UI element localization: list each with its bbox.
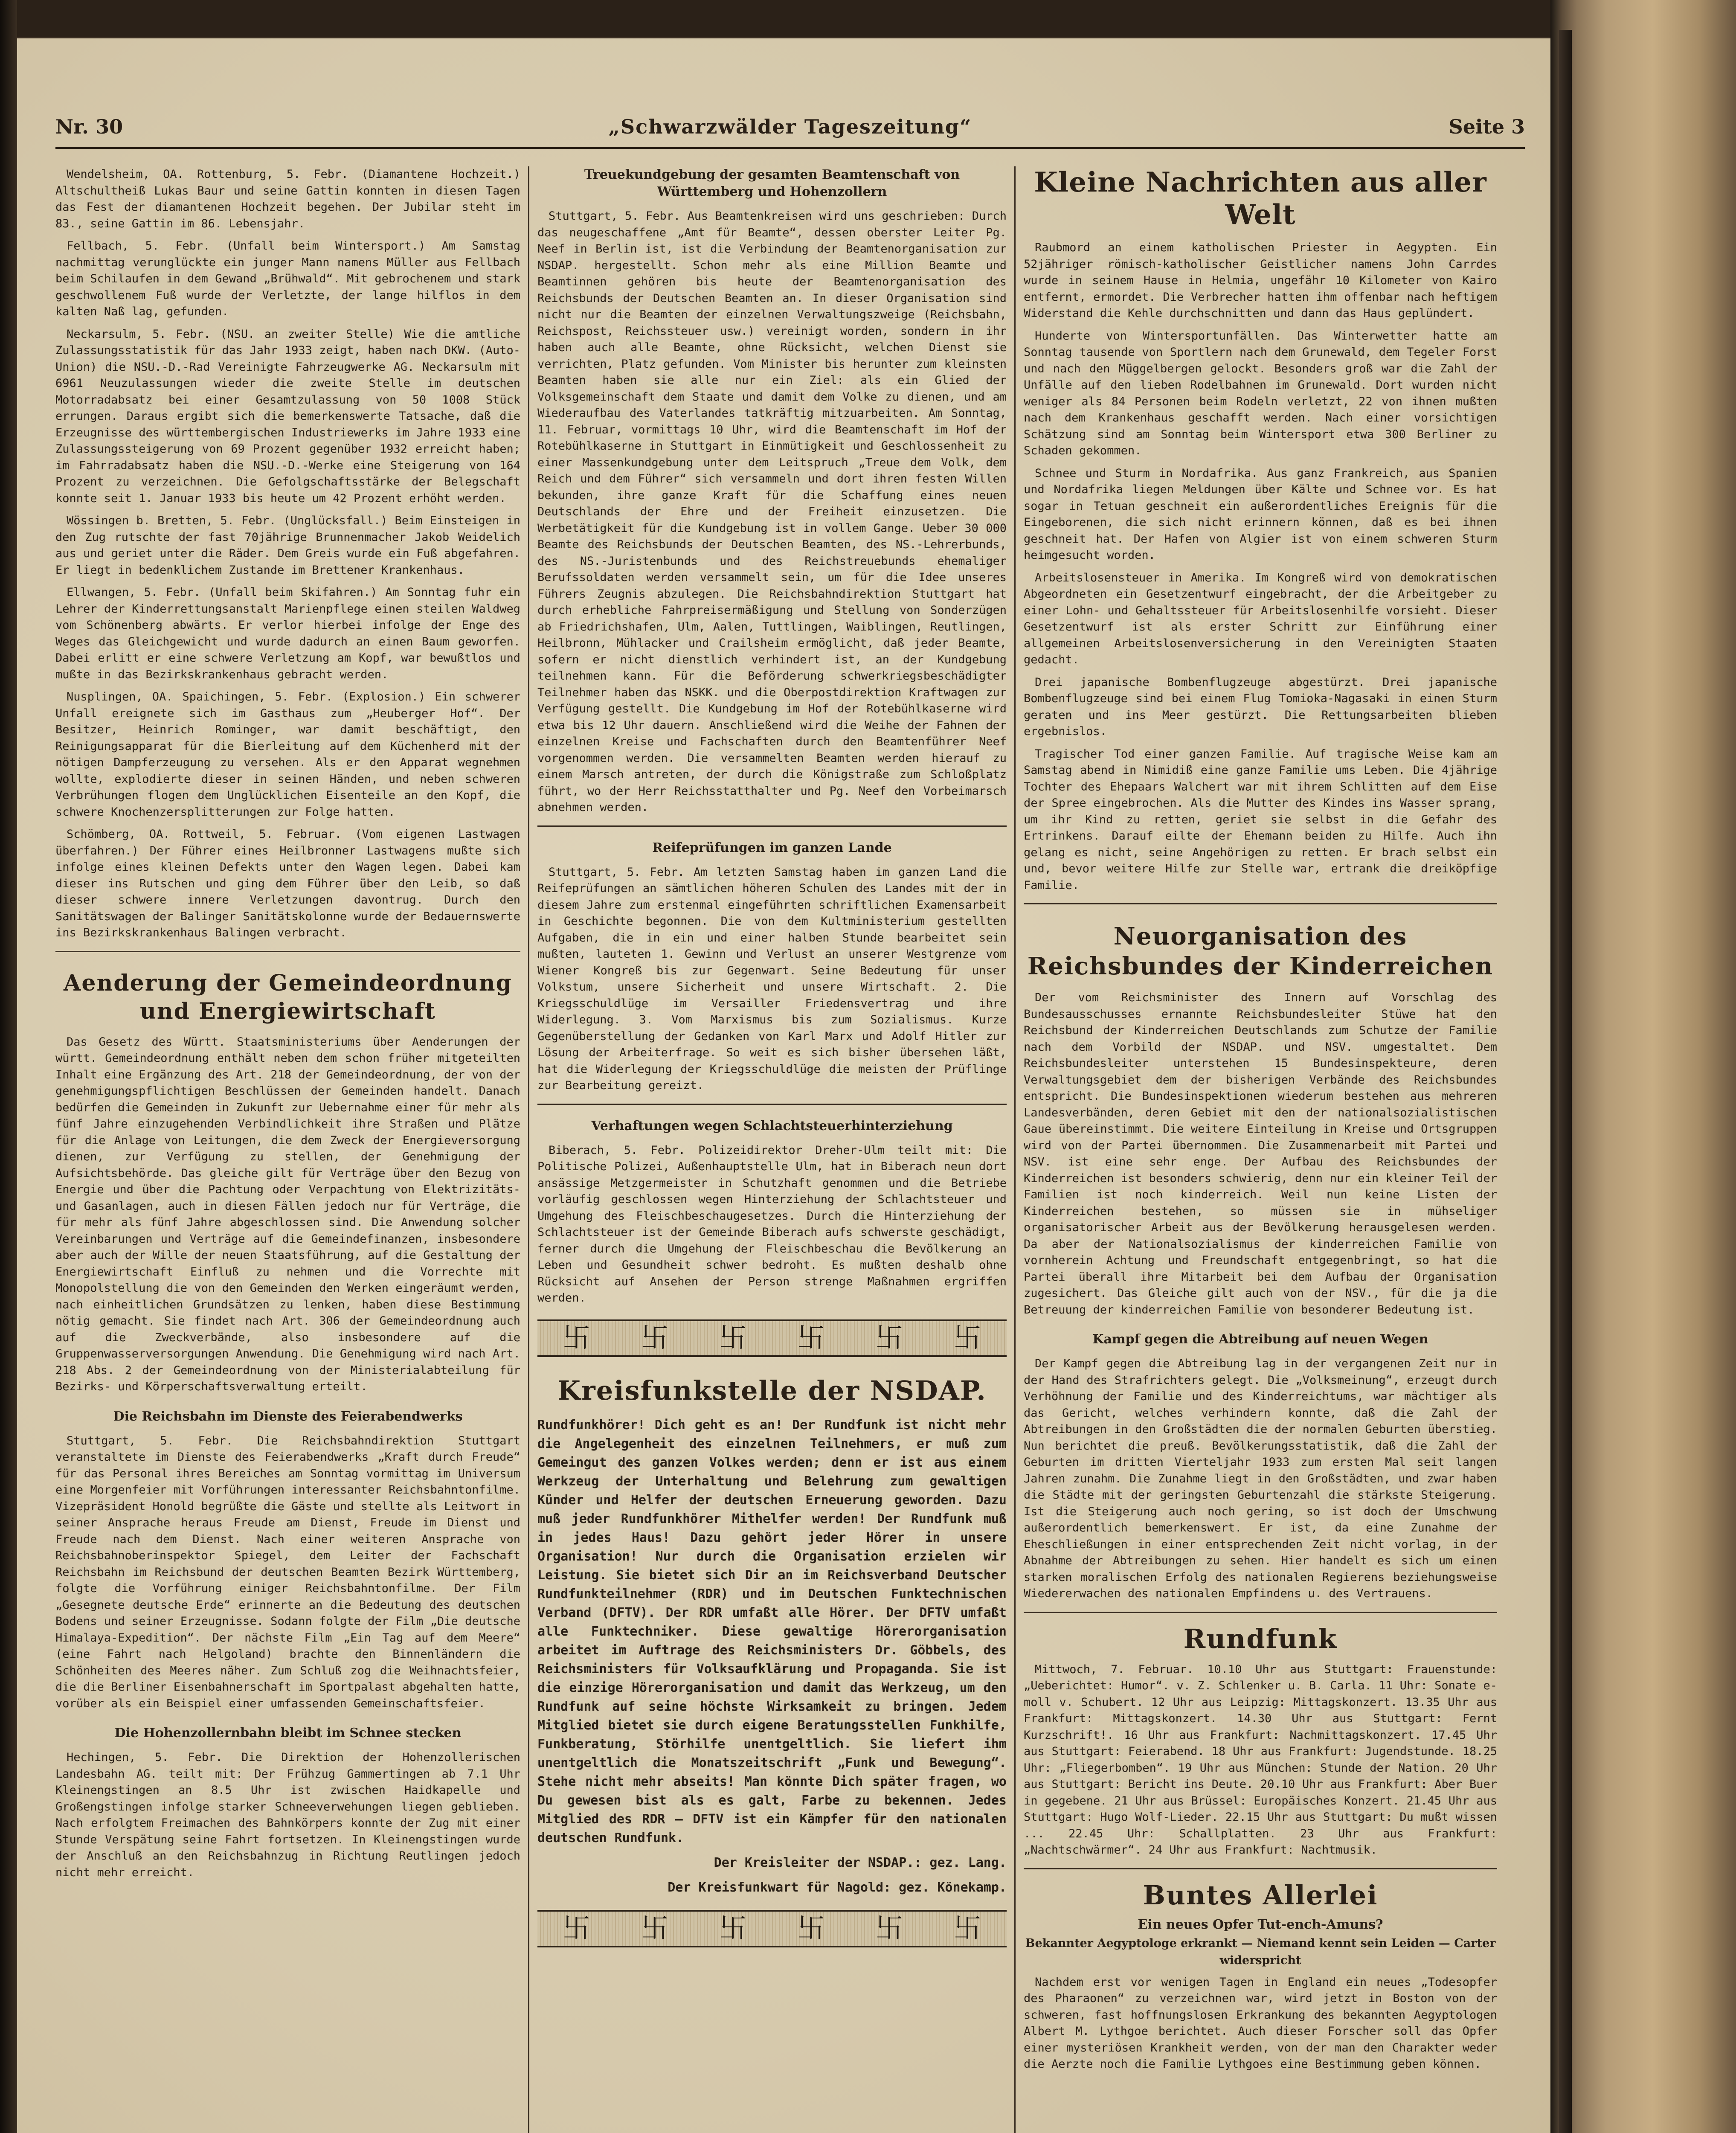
signature-kreisfunkwart: Der Kreisfunkwart für Nagold: gez. Könekamp. (668, 1880, 1007, 1895)
newspaper-page (17, 38, 1550, 2133)
article-rundfunk: Mittwoch, 7. Februar. 10.10 Uhr aus Stuttgart: Frauenstunde: „Ueberichtet: Humor“. v. Z. Schlenker u. B. Carla. 11 Uhr: Sonate e-moll v. Schubert. 12 Uhr aus Leipzig: Mittagskonzert. 13.35 Uhr aus Frankfurt: Mittagskonzert. 14.30 Uhr aus Stuttgart: Fernt Kurzschrift!. 16 Uhr aus Frankfurt: Nachmittagskonzert. 17.45 Uhr aus Stuttgart: Feierabend. 18 Uhr aus Frankfurt: Jugendstunde. 18.25 Uhr: „Fliegerbomben“. 19 Uhr aus München: Stunde der Nation. 20 Uhr aus Stuttgart: Bericht ins Deute. 20.10 Uhr aus Frankfurt: Aber Buer in gegebene. 21 Uhr aus Brüssel: Europäisches Konzert. 21.45 Uhr aus Stuttgart: Hugo Wolf-Lieder. 22.15 Uhr aus Stuttgart: Du mußt wissen ... 22.45 Uhr: Schallplatten. 23 Uhr aus Frankfurt: „Nachtschwärmer“. 24 Uhr aus Frankfurt: Nachtmusik. (1024, 1662, 1497, 1857)
ornament-band-bottom (537, 1910, 1007, 1947)
masthead (55, 98, 1525, 149)
column-divider (1014, 166, 1016, 2133)
page-number: Seite 3 (1449, 115, 1525, 138)
kreisfunkstelle-notice (537, 1416, 1007, 1897)
symbol-ornament: 卐 (719, 1912, 747, 1944)
article-hohenzollernbahn: Hechingen, 5. Febr. Die Direktion der Hohenzollerischen Landesbahn AG. teilt mit: Der Frühzug Gammertingen ab 7.1 Uhr Kleinengstingen an 8.5 Uhr ist zwischen Haidkapelle und Großengstingen infolge starker Schneeverwehungen liegen geblieben. Nach erfolgtem Freimachen des Bahnkörpers konnte der Zug mit einer Stunde Verspätung seine Fahrt fortsetzen. In Kleinengstingen wurde der Anschluß an den Reichsbahnzug in Richtung Reutlingen jedoch nicht mehr erreicht. (55, 1751, 520, 1879)
section-rule (55, 951, 520, 952)
article-fellbach: Fellbach, 5. Febr. (Unfall beim Wintersport.) Am Samstag nachmittag verunglückte ein junger Mann namens Müller aus Fellbach beim Schilaufen in dem Gewand „Brühwald“. Mit gebrochenem und stark geschwollenem Fuß wurde der Verletzte, der lange hilflos in dem kalten Naß lag, gefunden. (55, 239, 520, 318)
symbol-ornament: 卐 (641, 1322, 668, 1354)
symbol-ornament: 卐 (641, 1912, 668, 1944)
issue-number: Nr. 30 (55, 115, 123, 138)
subheading-tut-ench-amun: Ein neues Opfer Tut-ench-Amuns? (1138, 1917, 1383, 1932)
heading-buntes-allerlei: Buntes Allerlei (1143, 1879, 1378, 1911)
symbol-ornament: 卐 (954, 1322, 981, 1354)
heading-kleine-nachrichten: Kleine Nachrichten aus aller Welt (1034, 166, 1487, 231)
heading-kreisfunkstelle: Kreisfunkstelle der NSDAP. (557, 1375, 987, 1406)
article-abtreibung: Der Kampf gegen die Abtreibung lag in der vergangenen Zeit nur in der Hand des Strafrichters gelegt. Die „Volksmeinung“, erzeugt durch Verhöhnung der Familie und des Kinderreichtums, war mächtiger als das Gericht, welches verhindern konnte, daß die Zahl der Abtreibungen in den Großstädten die der normalen Geburten überstieg. Nun berichtet die preuß. Bevölkerungsstatistik, daß die Zahl der Geburten im dritten Vierteljahr 1933 zum ersten Mal seit langen Jahren zunahm. Die Zunahme liegt in den Großstädten, und zwar haben die Städte mit der geringsten Geburtenzahl die stärkste Steigerung. Ist die Steigerung auch noch gering, so ist doch der Umschwung außerordentlich bemerkenswert. Er ist, da eine Zunahme der Eheschließungen in einer entsprechenden Zeit nicht vorlag, in der Abnahme der Abtreibungen zu sehen. Hier handelt es sich um einen starken moralischen Erfolg des nationalen Regierens beziehungsweise Wiedererwachen des nationalen Empfindens u. des Vertrauens. (1024, 1357, 1497, 1600)
column-3 (1024, 166, 1497, 2133)
article-wendelsheim: Wendelsheim, OA. Rottenburg, 5. Febr. (Diamantene Hochzeit.) Altschultheiß Lukas Baur und seine Gattin konnten in diesen Tagen das Fest der diamantenen Hochzeit begehen. Der Jubilar steht im 83., seine Gattin im 86. Lebensjahr. (55, 168, 520, 230)
article-reichsbahn: Stuttgart, 5. Febr. Die Reichsbahndirektion Stuttgart veranstaltete im Dienste des Feierabendwerks „Kraft durch Freude“ für das Personal ihres Bereiches am Sonntag vormittag im Universum eine Morgenfeier mit Vorführungen interessanter Reichsbahntonfilme. Vizepräsident Honold begrüßte die Gäste und stellte als Leitwort in seiner Ansprache heraus Freude am Dienst, Freude im Dienst und Freude nach dem Dienst. Nach einer weiteren Ansprache von Reichsbahnoberinspektor Spiegel, dem Leiter der Fachschaft Reichsbahn im Reichsbund der deutschen Beamten Bezirk Württemberg, folgte die Vorführung einiger Reichsbahntonfilme. Der Film „Gesegnete deutsche Erde“ erinnerte an die Bedeutung des deutschen Bodens und seiner Erzeugnisse. Sodann folgte der Film „Die deutsche Himalaya-Expedition“. Der nächste Film „Ein Tag auf dem Meere“ (eine Fahrt nach Helgoland) brachte den Binnenländern die Schönheiten des Meeres näher. Zum Schluß zog die Weihnachtsfeier, die die Berliner Eisenbahnerschaft im Sportpalast abgehalten hatte, vorüber als ein Beispiel einer umfassenden Gemeinschaftsfeier. (55, 1434, 520, 1710)
binding-edge (1559, 30, 1572, 2133)
section-rule (1024, 1612, 1497, 1613)
symbol-ornament: 卐 (954, 1912, 981, 1944)
heading-treuekundgebung: Treuekundgebung der gesamten Beamtenschaft von Württemberg und Hohenzollern (584, 167, 960, 199)
article-arbeitslosensteuer: Arbeitslosensteuer in Amerika. Im Kongreß wird von demokratischen Abgeordneten ein Gesetzentwurf eingebracht, der die Arbeitgeber zu einer Lohn- und Gehaltssteuer für Arbeitslosenhilfe vorsieht. Dieser Gesetzentwurf ist als erster Schritt zur Einführung einer allgemeinen Arbeitslosenversicherung in den Vereinigten Staaten gedacht. (1024, 571, 1497, 666)
column-2 (537, 166, 1007, 2133)
symbol-ornament: 卐 (875, 1912, 903, 1944)
symbol-ornament: 卐 (563, 1912, 590, 1944)
heading-neuorganisation: Neuorganisation des Reichsbundes der Kinderreichen (1027, 922, 1494, 980)
section-rule (537, 825, 1007, 827)
article-neckarsulm: Neckarsulm, 5. Febr. (NSU. an zweiter Stelle) Wie die amtliche Zulassungsstatistik für das Jahr 1933 zeigt, haben nach DKW. (Auto-Union) die NSU.-D.-Rad Vereinigte Fahrzeugwerke AG. Neckarsulm mit 6961 Neuzulassungen wieder die zweite Stelle im deutschen Motorradabsatz bei einer Gesamtzulassung von 50 1008 Stück errungen. Daraus ergibt sich die bemerkenswerte Tatsache, daß die Erzeugnisse des württembergischen Industriewerks im Jahre 1933 eine Zulassungssteigerung von 69 Prozent gegenüber 1932 erreicht haben; im Fahrradabsatz haben die NSU.-D.-Werke eine Steigerung von 164 Prozent zu verzeichnen. Die Gefolgschaftsstärke der Belegschaft konnte seit 1. Januar 1933 bis heute um 42 Prozent erhöht werden. (55, 327, 520, 505)
symbol-ornament: 卐 (563, 1322, 590, 1354)
heading-reichsbahn: Die Reichsbahn im Dienste des Feierabendwerks (113, 1409, 463, 1424)
subheading-aegyptologe: Bekannter Aegyptologe erkrankt — Niemand kennt sein Leiden — Carter widerspricht (1025, 1936, 1496, 1967)
symbol-ornament: 卐 (797, 1912, 825, 1944)
page-gutter-shadow (0, 0, 17, 2133)
heading-gemeindeordnung: Aenderung der Gemeindeordnung und Energiewirtschaft (64, 970, 512, 1024)
article-verhaftungen: Biberach, 5. Febr. Polizeidirektor Dreher-Ulm teilt mit: Die Politische Polizei, Außenhauptstelle Ulm, hat in Biberach neun dort ansässige Metzgermeister in Schutzhaft genommen und die Betriebe vorläufig geschlossen wegen Hinterziehung der Schlachtsteuer und Umgehung des Fleischbeschaugesetzes. Durch die Hinterziehung der Schlachtsteuer ist der Gemeinde Biberach aufs schwerste geschädigt, ferner durch die Umgehung der Fleischbeschau die Bevölkerung an Leben und Gesundheit schwer bedroht. Es mußten deshalb ohne Rücksicht auf Ansehen der Person strenge Maßnahmen ergriffen werden. (537, 1143, 1007, 1305)
column-1 (55, 166, 520, 2133)
heading-hohenzollernbahn: Die Hohenzollernbahn bleibt im Schnee stecken (114, 1726, 462, 1741)
heading-reifepruefungen: Reifeprüfungen im ganzen Lande (652, 840, 892, 855)
article-aegyptologe: Nachdem erst vor wenigen Tagen in England ein neues „Todesopfer des Pharaonen“ zu verzeichnen war, wird jetzt in Boston von der schweren, fast hoffnungslosen Erkrankung des bekannten Aegyptologen Albert M. Lythgoe berichtet. Auch dieser Forscher soll das Opfer einer mysteriösen Krankheit werden, von der man den Charakter weder die Aerzte noch die Familie Lythgoes eine Bestimmung geben können. (1024, 1975, 1497, 2071)
symbol-ornament: 卐 (797, 1322, 825, 1354)
heading-abtreibung: Kampf gegen die Abtreibung auf neuen Wegen (1092, 1332, 1428, 1347)
symbol-ornament: 卐 (719, 1322, 747, 1354)
heading-rundfunk: Rundfunk (1183, 1623, 1338, 1654)
signature-kreisleiter: Der Kreisleiter der NSDAP.: gez. Lang. (714, 1855, 1007, 1870)
article-raubmord: Raubmord an einem katholischen Priester in Aegypten. Ein 52jähriger römisch-katholischer Geistlicher namens John Carrdes wurde in seinem Hause in Helmia, ungefähr 10 Kilometer von Kairo entfernt, ermordet. Die Verbrecher hatten ihm offenbar nach heftigem Widerstand die Kehle durchschnitten und dann das Haus geplündert. (1024, 241, 1497, 320)
article-bombenflugzeuge: Drei japanische Bombenflugzeuge abgestürzt. Drei japanische Bombenflugzeuge sind bei einem Flug Tomioka-Nagasaki in einen Sturm geraten und ins Meer gestürzt. Die Rettungsarbeiten blieben ergebnislos. (1024, 675, 1497, 738)
article-reifepruefungen: Stuttgart, 5. Febr. Am letzten Samstag haben im ganzen Land die Reifeprüfungen an sämtlichen höheren Schulen des Landes mit der in diesem Jahre zum erstenmal eingeführten schriftlichen Examensarbeit in Geschichte begonnen. Die von dem Kultministerium gestellten Aufgaben, die in ein und einer halben Stunde bearbeitet sein mußten, lauteten 1. Gewinn und Verlust an unserer Westgrenze vom Wiener Kongreß bis zur Gegenwart. Seine Bedeutung für unser Volkstum, unsere Sicherheit und unsere Wirtschaft. 2. Die Kriegsschuldlüge im Versailler Friedensvertrag und ihre Widerlegung. 3. Vom Marxismus bis zum Sozialismus. Kurze Gegenüberstellung der Gedanken von Karl Marx und Adolf Hitler zur Lösung der Arbeiterfrage. So weit es sich bisher übersehen läßt, hat die Widerlegung der Kriegsschuldlüge die meisten der Prüflinge zur Bearbeitung gereizt. (537, 865, 1007, 1092)
article-wintersport: Hunderte von Wintersportunfällen. Das Winterwetter hatte am Sonntag tausende von Sportlern nach dem Grunewald, dem Tegeler Forst und nach den Müggelbergen gelockt. Besonders groß war die Zahl der Unfälle auf den lieben Rodelbahnen im Grunewald. Dort wurden nicht weniger als 84 Personen beim Rodeln verletzt, 22 von ihnen mußten nach dem Krankenhaus geschafft werden. Nach einer vorsichtigen Schätzung sind am Sonntag beim Wintersport etwa 300 Berliner zu Schaden gekommen. (1024, 329, 1497, 457)
article-ellwangen: Ellwangen, 5. Febr. (Unfall beim Skifahren.) Am Sonntag fuhr ein Lehrer der Kinderrettungsanstalt Marienpflege einen steilen Waldweg vom Schönenberg abwärts. Er verlor hierbei infolge der Enge des Weges das Gleichgewicht und wurde dadurch an einen Baum geworfen. Dabei erlitt er eine schwere Verletzung am Kopf, war bewußtlos und mußte in das Bezirkskrankenhaus gebracht werden. (55, 586, 520, 681)
newspaper-title: „Schwarzwälder Tageszeitung“ (608, 115, 972, 138)
masthead-rule (55, 147, 1525, 149)
article-nusplingen: Nusplingen, OA. Spaichingen, 5. Febr. (Explosion.) Ein schwerer Unfall ereignete sich im Gasthaus zum „Heuberger Hof“. Der Besitzer, Heinrich Rominger, war damit beschäftigt, den Reinigungsapparat für die Bierleitung auf dem Küchenherd mit der nötigen Dampferzeugung zu versehen. Als er den Apparat wegnehmen wollte, explodierte dieser in seinen Händen, und neben schweren Verbrühungen flogen dem Unglücklichen Eisenteile an den Kopf, die schwere Knochenzersplitterungen zur Folge hatten. (55, 690, 520, 819)
article-neuorganisation: Der vom Reichsminister des Innern auf Vorschlag des Bundesausschusses ernannte Reichsbundesleiter Stüwe hat den Reichsbund der Kinderreichen Deutschlands zum Schutze der Familie nach dem Vorbild der NSDAP. und NSV. umgestaltet. Dem Reichsbundesleiter unterstehen 15 Bundesinspekteure, deren Verwaltungsgebiet dem der bisherigen Verbände des Reichsbundes entspricht. Die Bundesinspektionen wiederum bestehen aus mehreren Landesverbänden, deren Gebiet mit den der nationalsozialistischen Gaue übereinstimmt. Die weitere Einteilung in Kreise und Ortsgruppen wird von der Partei übernommen. Die Zusammenarbeit mit Partei und NSV. ist eine sehr enge. Der Aufbau des Reichsbundes der Kinderreichen ist besonders schwierig, denn nur ein kleiner Teil der Familien ist noch kinderreich. Weil nun keine Listen der Kinderreichen bestehen, so müssen sie in mühseliger organisatorischer Arbeit aus der Bevölkerung herausgelesen werden. Da aber der Nationalsozialismus der kinderreichen Familie von vornherein Achtung und Freundschaft entgegenbringt, so hat die Partei überall ihre Mitarbeit bei dem Aufbau der Organisation zugesichert. Das Gleiche gilt auch von der NSV., für die ja die Betreuung der kinderreichen Familie von besonderer Bedeutung ist. (1024, 991, 1497, 1316)
article-kreisfunkstelle: Rundfunkhörer! Dich geht es an! Der Rundfunk ist nicht mehr die Angelegenheit des einzelnen Teilnehmers, er muß zum Gemeingut des ganzen Volkes werden; denn er ist aus einem Werkzeug der Unterhaltung und Belehrung zum gewaltigen Künder und Helfer der deutschen Erneuerung geworden. Dazu muß jeder Rundfunkhörer Mithelfer werden! Der Rundfunk muß in jedes Haus! Dazu gehört jeder Hörer in unsere Organisation! Nur durch die Organisation erzielen wir Leistung. Sie bietet sich Dir an im Reichsverband Deutscher Rundfunkteilnehmer (RDR) und im Deutschen Funktechnischen Verband (DFTV). Der RDR umfaßt alle Hörer. Der DFTV umfaßt alle Funktechniker. Diese gewaltige Hörerorganisation arbeitet im Auftrage des Reichsministers Dr. Göbbels, des Reichsministers für Volksaufklärung und Propaganda. Sie ist die einzige Hörerorganisation und damit das Werkzeug, um den Rundfunk auf seine höchste Wirksamkeit zu bringen. Jedem Mitglied bietet sie durch eigene Beratungsstellen Funkhilfe, Funkberatung, Störhilfe unentgeltlich. Sie liefert ihm unentgeltlich die Monatszeitschrift „Funk und Bewegung“. Stehe nicht mehr abseits! Man könnte Dich später fragen, wo Du gewesen bist als es galt, Farbe zu bekennen. Jedes Mitglied des RDR — DFTV ist ein Kämpfer für den nationalen deutschen Rundfunk. (537, 1417, 1007, 1845)
column-divider (528, 166, 529, 2133)
article-gemeindeordnung: Das Gesetz des Württ. Staatsministeriums über Aenderungen der württ. Gemeindeordnung enthält neben dem schon früher mitgeteilten Inhalt eine Ergänzung des Art. 218 der Gemeindeordnung, der von der genehmigungspflichtigen Beschlüssen der Gemeinden handelt. Danach bedürfen die Gemeinden in Zukunft zur Uebernahme einer für mehr als fünf Jahre einzugehenden Verbindlichkeit ihre Straßen und Plätze für die Anlage von Leitungen, die dem Zweck der Energieversorgung dienen, zur Verfügung zu stellen, der Genehmigung der Aufsichtsbehörde. Das gleiche gilt für Verträge über den Bezug von Energie und über die Pachtung oder Verpachtung von Elektrizitäts- und Gasanlagen, auch in diesen Fällen jedoch nur für Verträge, die für mehr als fünf Jahre abgeschlossen sind. Die Anwendung solcher Vereinbarungen und Verträge auf die Gemeindefinanzen, insbesondere aber auch der Wille der neuen Staatsführung, auf die Gestaltung der Energiewirtschaft Einfluß zu nehmen und die Vorrechte mit Monopolstellung die von den Gemeinden den Werken eingeräumt werden, nach einheitlichen Grundsätzen zu lenken, haben diese Bestimmung nötig gemacht. Sie findet nach Art. 306 der Gemeindeordnung auch auf die Zweckverbände, also insbesondere auf die Gruppenwasserversorgungen Anwendung. Die Genehmigung wird nach Art. 218 Abs. 2 der Gemeindeordnung von der Ministerialabteilung für Bezirks- und Körperschaftsverwaltung erteilt. (55, 1035, 520, 1393)
heading-verhaftungen: Verhaftungen wegen Schlachtsteuerhinterziehung (591, 1118, 953, 1133)
section-rule (1024, 903, 1497, 904)
book-binding (1550, 0, 1736, 2133)
article-woessingen: Wössingen b. Bretten, 5. Febr. (Unglücksfall.) Beim Einsteigen in den Zug rutschte der fast 70jährige Brunnenmacher Jakob Weidelich aus und geriet unter die Räder. Dem Greis wurde ein Fuß abgefahren. Er liegt in bedenklichem Zustande im Brettener Krankenhaus. (55, 514, 520, 577)
article-nordafrika: Schnee und Sturm in Nordafrika. Aus ganz Frankreich, aus Spanien und Nordafrika liegen Meldungen über Kälte und Schnee vor. Es hat sogar in Tetuan geschneit ein außerordentliches Ereignis für die Eingeborenen, die sich nicht erinnern können, daß es bei ihnen geschneit hat. Der Hafen von Algier ist von einem schweren Sturm heimgesucht worden. (1024, 466, 1497, 562)
symbol-ornament: 卐 (875, 1322, 903, 1354)
section-rule (537, 1104, 1007, 1105)
article-schoemberg: Schömberg, OA. Rottweil, 5. Februar. (Vom eigenen Lastwagen überfahren.) Der Führer eines Heilbronner Lastwagens mußte sich infolge eines kleinen Defekts unter den Wagen legen. Dabei kam dieser ins Rutschen und ging dem Führer über den Leib, so daß dieser schwere innere Verletzungen davontrug. Durch den Sanitätswagen der Balinger Sanitätskolonne wurde der Bedauernswerte ins Bezirkskrankenhaus Balingen verbracht. (55, 828, 520, 939)
article-familie: Tragischer Tod einer ganzen Familie. Auf tragische Weise kam am Samstag abend in Nimidiß eine ganze Familie ums Leben. Die 4jährige Tochter des Ehepaars Walchert war mit ihrem Schlitten auf dem Eise der Spree eingebrochen. Als die Mutter des Kindes ins Wasser sprang, um ihr Kind zu retten, geriet sie selbst in die Gefahr des Ertrinkens. Darauf eilte der Ehemann beiden zu Hilfe. Auch ihn gelang es nicht, seine Angehörigen zu retten. Er brach selbst ein und, bevor weitere Hilfe zur Stelle war, ertrank die dreiköpfige Familie. (1024, 747, 1497, 892)
section-rule (1024, 1868, 1497, 1869)
ornament-band-top (537, 1319, 1007, 1357)
article-treuekundgebung: Stuttgart, 5. Febr. Aus Beamtenkreisen wird uns geschrieben: Durch das neugeschaffene „Amt für Beamte“, dessen oberster Leiter Pg. Neef in Berlin ist, ist die Verbindung der Beamtenorganisation zur NSDAP. hergestellt. Schon mehr als eine Million Beamte und Beamtinnen gehören bis heute der Beamtenorganisation des Reichsbunds der Deutschen Beamten an. In dieser Organisation sind nicht nur die Beamten der einzelnen Verwaltungszweige (Reichsbahn, Reichspost, Reichssteuer usw.) vereinigt worden, sondern in ihr haben auch alle Beamte, ohne Rücksicht, welchen Dienst sie verrichten, Platz gefunden. Vom Minister bis herunter zum kleinsten Beamten haben sie alle nur ein Ziel: als ein Glied der Volksgemeinschaft dem Staate und damit dem Volke zu dienen, und am Wiederaufbau des Vaterlandes tatkräftig mitzuarbeiten. Am Sonntag, 11. Februar, vormittags 10 Uhr, wird die Beamtenschaft im Hof der Rotebühlkaserne in Stuttgart in Einmütigkeit und Geschlossenheit zu einer Massenkundgebung unter dem Leitspruch „Treue dem Volk, dem Reich und dem Führer“ sich versammeln und dort ihren festen Willen bekunden, ihre ganze Kraft für die Schaffung eines neuen Deutschlands der Ehre und der Freiheit einzusetzen. Die Werbetätigkeit für die Kundgebung ist in vollem Gange. Ueber 30 000 Beamte des Reichsbunds der Deutschen Beamten, des NS.-Lehrerbunds, des NS.-Juristenbunds und des Reichstreuebunds ehemaliger Berufssoldaten werden versammelt sein, um für die Idee unseres Führers Zeugnis abzulegen. Die Reichsbahndirektion Stuttgart hat durch erhebliche Fahrpreisermäßigung und Stellung von Sonderzügen ab Friedrichshafen, Ulm, Aalen, Tuttlingen, Waiblingen, Reutlingen, Heilbronn, Mühlacker und Crailsheim ermöglicht, daß jeder Beamte, sofern er nicht dienstlich verhindert ist, an der Kundgebung teilnehmen kann. Für die Beförderung schwerkriegsbeschädigter Teilnehmer haben das NSKK. und die Oberpostdirektion Kraftwagen zur Verfügung gestellt. Die Kundgebung im Hof der Rotebühlkaserne wird etwa bis 12 Uhr dauern. Anschließend wird die Weihe der Fahnen der einzelnen Kreise und Fachschaften durch den Beamtenführer Neef vorgenommen werden. Die versammelten Beamten werden hierauf zu einem Marsch antreten, der durch die Königstraße zum Schloßplatz führt, wo der Herr Reichsstatthalter und Pg. Neef den Vorbeimarsch abnehmen werden. (537, 209, 1007, 814)
